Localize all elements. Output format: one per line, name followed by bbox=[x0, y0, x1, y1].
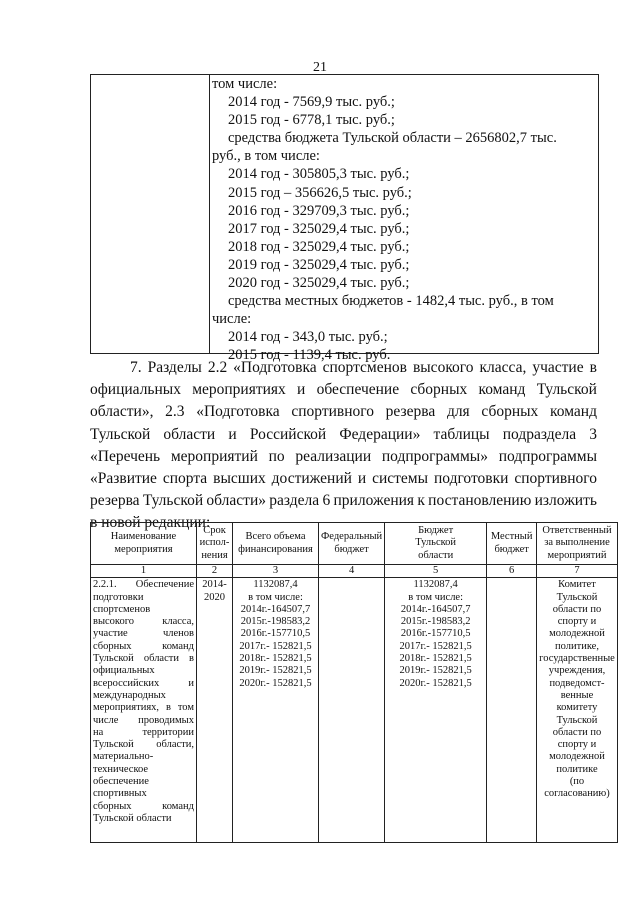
column-number: 2 bbox=[197, 565, 233, 578]
cell-line: финансирования bbox=[238, 543, 313, 555]
cell-line: Тульской bbox=[415, 537, 457, 549]
total-funding-cell bbox=[233, 578, 319, 843]
cell-line: официальных bbox=[93, 665, 155, 677]
paragraph-word: по bbox=[268, 447, 285, 465]
local-budget-cell bbox=[487, 578, 537, 843]
column-number: 5 bbox=[385, 565, 487, 578]
header-cell bbox=[319, 523, 385, 565]
paragraph-word: подпрограммы bbox=[498, 447, 597, 465]
funding-line: 2018 год - 325029,4 тыс. руб.; bbox=[228, 238, 410, 255]
funding-line: 2015 год - 1139,4 тыс. руб. bbox=[228, 347, 391, 364]
cell-line: Тульской bbox=[556, 714, 598, 726]
cell-word: всероссийских bbox=[93, 677, 160, 689]
paragraph-word: сборных bbox=[410, 381, 468, 399]
cell-line: Федеральный bbox=[321, 531, 383, 543]
cell-line bbox=[93, 702, 194, 714]
paragraph-line bbox=[90, 379, 597, 401]
cell-line: техническое bbox=[93, 763, 149, 775]
cell-line: бюджет bbox=[334, 543, 369, 555]
paragraph-word: класса, bbox=[479, 359, 527, 376]
cell-line: области bbox=[418, 549, 454, 561]
paragraph-word: изложить bbox=[534, 492, 597, 510]
cell-line: за выполнение bbox=[544, 537, 610, 549]
table-row bbox=[91, 578, 618, 843]
cell-line: 2018г.- 152821,5 bbox=[239, 653, 312, 665]
cell-word: области, bbox=[156, 739, 194, 751]
regional-budget-cell bbox=[385, 578, 487, 843]
cell-line: спортивных bbox=[93, 788, 147, 800]
cell-line: 2017г.- 152821,5 bbox=[239, 640, 312, 652]
cell-word: Тульской bbox=[93, 653, 134, 665]
paragraph-word: мероприятий bbox=[170, 447, 258, 465]
cell-line: 2016г.-157710,5 bbox=[240, 628, 311, 640]
paragraph-word: приложения bbox=[333, 492, 415, 510]
paragraph-line bbox=[90, 424, 597, 446]
cell-line: государственные bbox=[539, 653, 615, 665]
header-cell bbox=[487, 523, 537, 565]
paragraph-word: Федерации» bbox=[339, 425, 421, 443]
cell-word: том bbox=[177, 702, 194, 714]
paragraph-word: раздела bbox=[269, 492, 320, 510]
cell-word: членов bbox=[162, 628, 194, 640]
responsible-cell bbox=[537, 578, 618, 843]
cell-word: в bbox=[165, 702, 171, 714]
cell-line: спортсменов bbox=[93, 603, 151, 615]
paragraph-word: обеспечение bbox=[316, 381, 400, 399]
cell-line: политике bbox=[556, 763, 598, 775]
cell-word: класса, bbox=[162, 616, 194, 628]
cell-line bbox=[93, 739, 194, 751]
cell-line: обеспечение bbox=[93, 776, 149, 788]
cell-line bbox=[93, 678, 194, 690]
cell-word: 2.2.1. bbox=[93, 579, 117, 591]
funding-line: 2014 год - 343,0 тыс. руб.; bbox=[228, 329, 388, 346]
paragraph-word: Российской bbox=[249, 425, 327, 443]
header-cell bbox=[385, 523, 487, 565]
funding-line: числе: bbox=[212, 311, 252, 328]
paragraph-word: официальных bbox=[90, 381, 181, 399]
paragraph-word: команд bbox=[550, 403, 597, 421]
paragraph-word: в bbox=[589, 359, 597, 376]
paragraph-word: для bbox=[446, 403, 470, 421]
cell-line: 2020г.- 152821,5 bbox=[399, 677, 472, 689]
cell-word: участие bbox=[93, 628, 128, 640]
cell-line bbox=[93, 653, 194, 665]
cell-line: учреждения, bbox=[548, 665, 606, 677]
cell-line: 1132087,4 bbox=[413, 579, 458, 591]
funding-line: 2014 год - 7569,9 тыс. руб.; bbox=[228, 94, 395, 111]
cell-line: 2020 bbox=[204, 591, 225, 603]
header-cell bbox=[537, 523, 618, 565]
cell-line: 2014г.-164507,7 bbox=[240, 603, 311, 615]
paragraph-line bbox=[90, 357, 597, 379]
cell-line: Тульской области bbox=[93, 812, 172, 824]
cell-line bbox=[93, 801, 194, 813]
paragraph-word: подраздела bbox=[502, 425, 577, 443]
funding-line: 2019 год - 325029,4 тыс. руб.; bbox=[228, 256, 410, 273]
cell-word: числе bbox=[93, 714, 119, 726]
header-cell bbox=[233, 523, 319, 565]
funding-line: 2014 год - 305805,3 тыс. руб.; bbox=[228, 166, 410, 183]
paragraph-word: резерва bbox=[385, 403, 436, 421]
cell-line: Комитет bbox=[558, 579, 596, 591]
funding-line: средства бюджета Тульской области – 2656802,7 тыс. bbox=[228, 130, 557, 147]
cell-line: мероприятий bbox=[547, 549, 607, 561]
table-divider bbox=[209, 75, 210, 353]
cell-line: 2014- bbox=[202, 579, 227, 591]
cell-line: нения bbox=[201, 549, 228, 561]
paragraph-word: к bbox=[417, 492, 425, 510]
cell-line bbox=[93, 715, 194, 727]
cell-line: политике, bbox=[555, 640, 599, 652]
paragraph-word: 3 bbox=[589, 425, 597, 443]
cell-line: в том числе: bbox=[408, 591, 464, 603]
paragraph-word: «Подготовка bbox=[196, 403, 280, 421]
paragraph-word: и bbox=[297, 381, 306, 399]
cell-word: команд bbox=[162, 640, 194, 652]
cell-word: проводимых bbox=[138, 714, 194, 726]
top-continuation-table bbox=[90, 74, 599, 364]
paragraph-word: высокого bbox=[412, 359, 474, 376]
paragraph-word: спортсменов bbox=[322, 359, 407, 376]
paragraph-line bbox=[90, 468, 597, 490]
cell-line: 2019г.- 152821,5 bbox=[239, 665, 312, 677]
table-header-row bbox=[91, 523, 618, 565]
paragraph-line bbox=[90, 401, 597, 423]
cell-line: 2019г.- 152821,5 bbox=[399, 665, 472, 677]
paragraph-word: Тульской bbox=[536, 381, 597, 399]
cell-line: Бюджет bbox=[418, 525, 454, 537]
column-number: 6 bbox=[487, 565, 537, 578]
paragraph-word: достижений bbox=[271, 470, 352, 488]
cell-line: области по bbox=[552, 726, 602, 738]
cell-line: спорту и bbox=[557, 616, 597, 628]
paragraph-word: сборных bbox=[481, 403, 539, 421]
funding-line: 2016 год - 329709,3 тыс. руб.; bbox=[228, 202, 410, 219]
cell-line: 2017г.- 152821,5 bbox=[399, 640, 472, 652]
paragraph-word: 2.2 bbox=[207, 359, 228, 376]
funding-line: 2015 год – 356626,5 тыс. руб.; bbox=[228, 184, 412, 201]
funding-text-cell bbox=[212, 75, 594, 365]
cell-word: сборных bbox=[93, 640, 132, 652]
paragraph-word: области bbox=[163, 425, 216, 443]
term-cell bbox=[197, 578, 233, 843]
activities-table bbox=[90, 522, 618, 843]
column-number: 7 bbox=[537, 565, 618, 578]
cell-word: и bbox=[188, 677, 194, 689]
paragraph-word: и bbox=[357, 470, 367, 488]
paragraph-word: высших bbox=[213, 470, 266, 488]
cell-line: подведомст- bbox=[549, 677, 605, 689]
funding-line: руб., в том числе: bbox=[212, 148, 320, 165]
cell-line: области по bbox=[552, 603, 602, 615]
cell-line: 2020г.- 152821,5 bbox=[239, 677, 312, 689]
funding-line: 2017 год - 325029,4 тыс. руб.; bbox=[228, 220, 410, 237]
cell-line: 2015г.-198583,2 bbox=[400, 616, 471, 628]
paragraph-word: Тульской bbox=[142, 492, 204, 510]
paragraph-word: области», bbox=[90, 403, 154, 421]
paragraph-word: участие bbox=[532, 359, 584, 376]
amendment-paragraph bbox=[90, 357, 597, 535]
header-cell bbox=[91, 523, 197, 565]
cell-word: мероприятиях, bbox=[93, 702, 160, 714]
paragraph-word: подготовки bbox=[433, 470, 509, 488]
cell-line: испол- bbox=[199, 537, 230, 549]
federal-budget-cell bbox=[319, 578, 385, 843]
paragraph-line bbox=[90, 490, 597, 512]
paragraph-word: 6 bbox=[322, 492, 331, 510]
cell-word: территории bbox=[142, 726, 194, 738]
funding-line: том числе: bbox=[212, 76, 278, 92]
cell-word: области bbox=[143, 653, 179, 665]
funding-line: 2020 год - 325029,4 тыс. руб.; bbox=[228, 275, 410, 292]
cell-line: Ответственный bbox=[542, 525, 612, 537]
cell-line: Срок bbox=[203, 525, 226, 537]
cell-word: высокого bbox=[93, 616, 135, 628]
cell-line: материально- bbox=[93, 751, 154, 763]
paragraph-word: мероприятиях bbox=[192, 381, 286, 399]
column-number: 4 bbox=[319, 565, 385, 578]
paragraph-word: и bbox=[228, 425, 237, 443]
cell-line: 2016г.-157710,5 bbox=[400, 628, 471, 640]
cell-line: бюджет bbox=[494, 543, 529, 555]
cell-word: Тульской bbox=[93, 739, 134, 751]
cell-line: комитету bbox=[556, 702, 598, 714]
paragraph-word: «Подготовка bbox=[233, 359, 317, 376]
cell-line: Наименование bbox=[110, 531, 177, 543]
cell-line bbox=[93, 579, 194, 591]
paragraph-word: спорта bbox=[162, 470, 208, 488]
cell-line bbox=[93, 616, 194, 628]
cell-line: 1132087,4 bbox=[253, 579, 298, 591]
cell-line: 2015г.-198583,2 bbox=[240, 616, 311, 628]
paragraph-word: «Развитие bbox=[90, 470, 157, 488]
paragraph-word: 7. bbox=[130, 359, 142, 376]
cell-word: сборных bbox=[93, 800, 132, 812]
column-number: 1 bbox=[91, 565, 197, 578]
cell-line: 2014г.-164507,7 bbox=[400, 603, 471, 615]
cell-line: подготовки bbox=[93, 591, 144, 603]
paragraph-word: области» bbox=[206, 492, 266, 510]
paragraph-word: спортивного bbox=[514, 470, 597, 488]
page-number: 21 bbox=[313, 60, 327, 75]
cell-line: согласованию) bbox=[544, 788, 610, 800]
funding-line: средства местных бюджетов - 1482,4 тыс. руб., в том bbox=[228, 293, 554, 310]
cell-word: Обеспечение bbox=[135, 579, 194, 591]
cell-word: команд bbox=[162, 800, 194, 812]
cell-line: Местный bbox=[490, 531, 533, 543]
paragraph-word: постановлению bbox=[428, 492, 532, 510]
cell-line: спорту и bbox=[557, 739, 597, 751]
cell-line: (по bbox=[569, 776, 585, 788]
cell-line: венные bbox=[560, 689, 594, 701]
cell-line: Всего объема bbox=[245, 531, 306, 543]
funding-line: 2015 год - 6778,1 тыс. руб.; bbox=[228, 112, 395, 129]
paragraph-word: 2.3 bbox=[165, 403, 185, 421]
paragraph-word: Тульской bbox=[90, 425, 151, 443]
paragraph-word: таблицы bbox=[433, 425, 490, 443]
paragraph-line bbox=[90, 446, 597, 468]
paragraph-word: системы bbox=[372, 470, 429, 488]
paragraph-word: подпрограммы» bbox=[381, 447, 488, 465]
paragraph-word: реализации bbox=[295, 447, 372, 465]
header-cell bbox=[197, 523, 233, 565]
cell-line bbox=[93, 641, 194, 653]
paragraph-line: в новой редакции: bbox=[90, 514, 211, 532]
activity-name-cell bbox=[91, 578, 197, 843]
paragraph-word: «Перечень bbox=[90, 447, 161, 465]
cell-line: 2018г.- 152821,5 bbox=[399, 653, 472, 665]
paragraph-word: спортивного bbox=[291, 403, 374, 421]
cell-line: международных bbox=[93, 689, 166, 701]
cell-line bbox=[93, 727, 194, 739]
cell-line: молодежной bbox=[549, 628, 605, 640]
column-number: 3 bbox=[233, 565, 319, 578]
column-number-row bbox=[91, 565, 618, 578]
cell-word: на bbox=[93, 726, 104, 738]
paragraph-word: команд bbox=[478, 381, 526, 399]
paragraph-word: резерва bbox=[90, 492, 140, 510]
cell-line: в том числе: bbox=[248, 591, 303, 603]
cell-word: в bbox=[189, 653, 194, 665]
cell-line bbox=[93, 628, 194, 640]
cell-line: мероприятия bbox=[114, 543, 173, 555]
paragraph-word: Разделы bbox=[147, 359, 202, 376]
cell-line: молодежной bbox=[549, 751, 605, 763]
cell-line: Тульской bbox=[556, 591, 598, 603]
